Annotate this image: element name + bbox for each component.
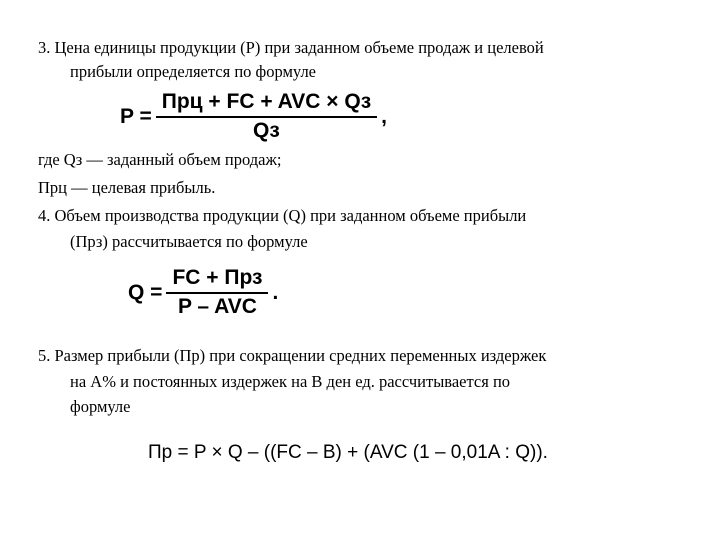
definition-prc: Прц — целевая прибыль. (38, 178, 216, 197)
item-4-heading-line1: 4. Объем производства продукции (Q) при заданном объеме прибыли (38, 206, 527, 225)
price-formula-trailing: , (381, 104, 387, 128)
item-3-heading-line1: 3. Цена единицы продукции (Р) при заданном объеме продаж и целевой (38, 38, 544, 57)
quantity-formula-denominator: P – AVC (177, 295, 257, 318)
quantity-formula-lhs: Q = (128, 280, 163, 304)
item-4-heading-line2: (Прз) рассчитывается по формуле (70, 232, 308, 251)
profit-formula: Пр = P × Q – ((FC – B) + (AVC (1 – 0,01A : Q)). (148, 442, 548, 463)
definition-qz: где Qз — заданный объем продаж; (38, 150, 282, 169)
price-formula-numerator: Прц + FC + AVC × Qз (156, 90, 377, 118)
item-5-heading-line3: формуле (70, 397, 131, 416)
quantity-formula-numerator: FC + Прз (166, 266, 268, 294)
price-formula-fraction (156, 90, 377, 143)
price-formula (120, 90, 387, 143)
quantity-formula (128, 266, 278, 319)
item-5-heading-line2: на А% и постоянных издержек на В ден ед. рассчитывается по (70, 372, 511, 391)
item-5-heading-line1: 5. Размер прибыли (Пр) при сокращении средних переменных издержек (38, 346, 547, 365)
quantity-formula-fraction (166, 266, 268, 319)
price-formula-lhs: P = (120, 104, 152, 128)
price-formula-denominator: Qз (253, 119, 280, 142)
item-3-heading-line2: прибыли определяется по формуле (70, 62, 317, 81)
quantity-formula-trailing: . (272, 280, 279, 304)
